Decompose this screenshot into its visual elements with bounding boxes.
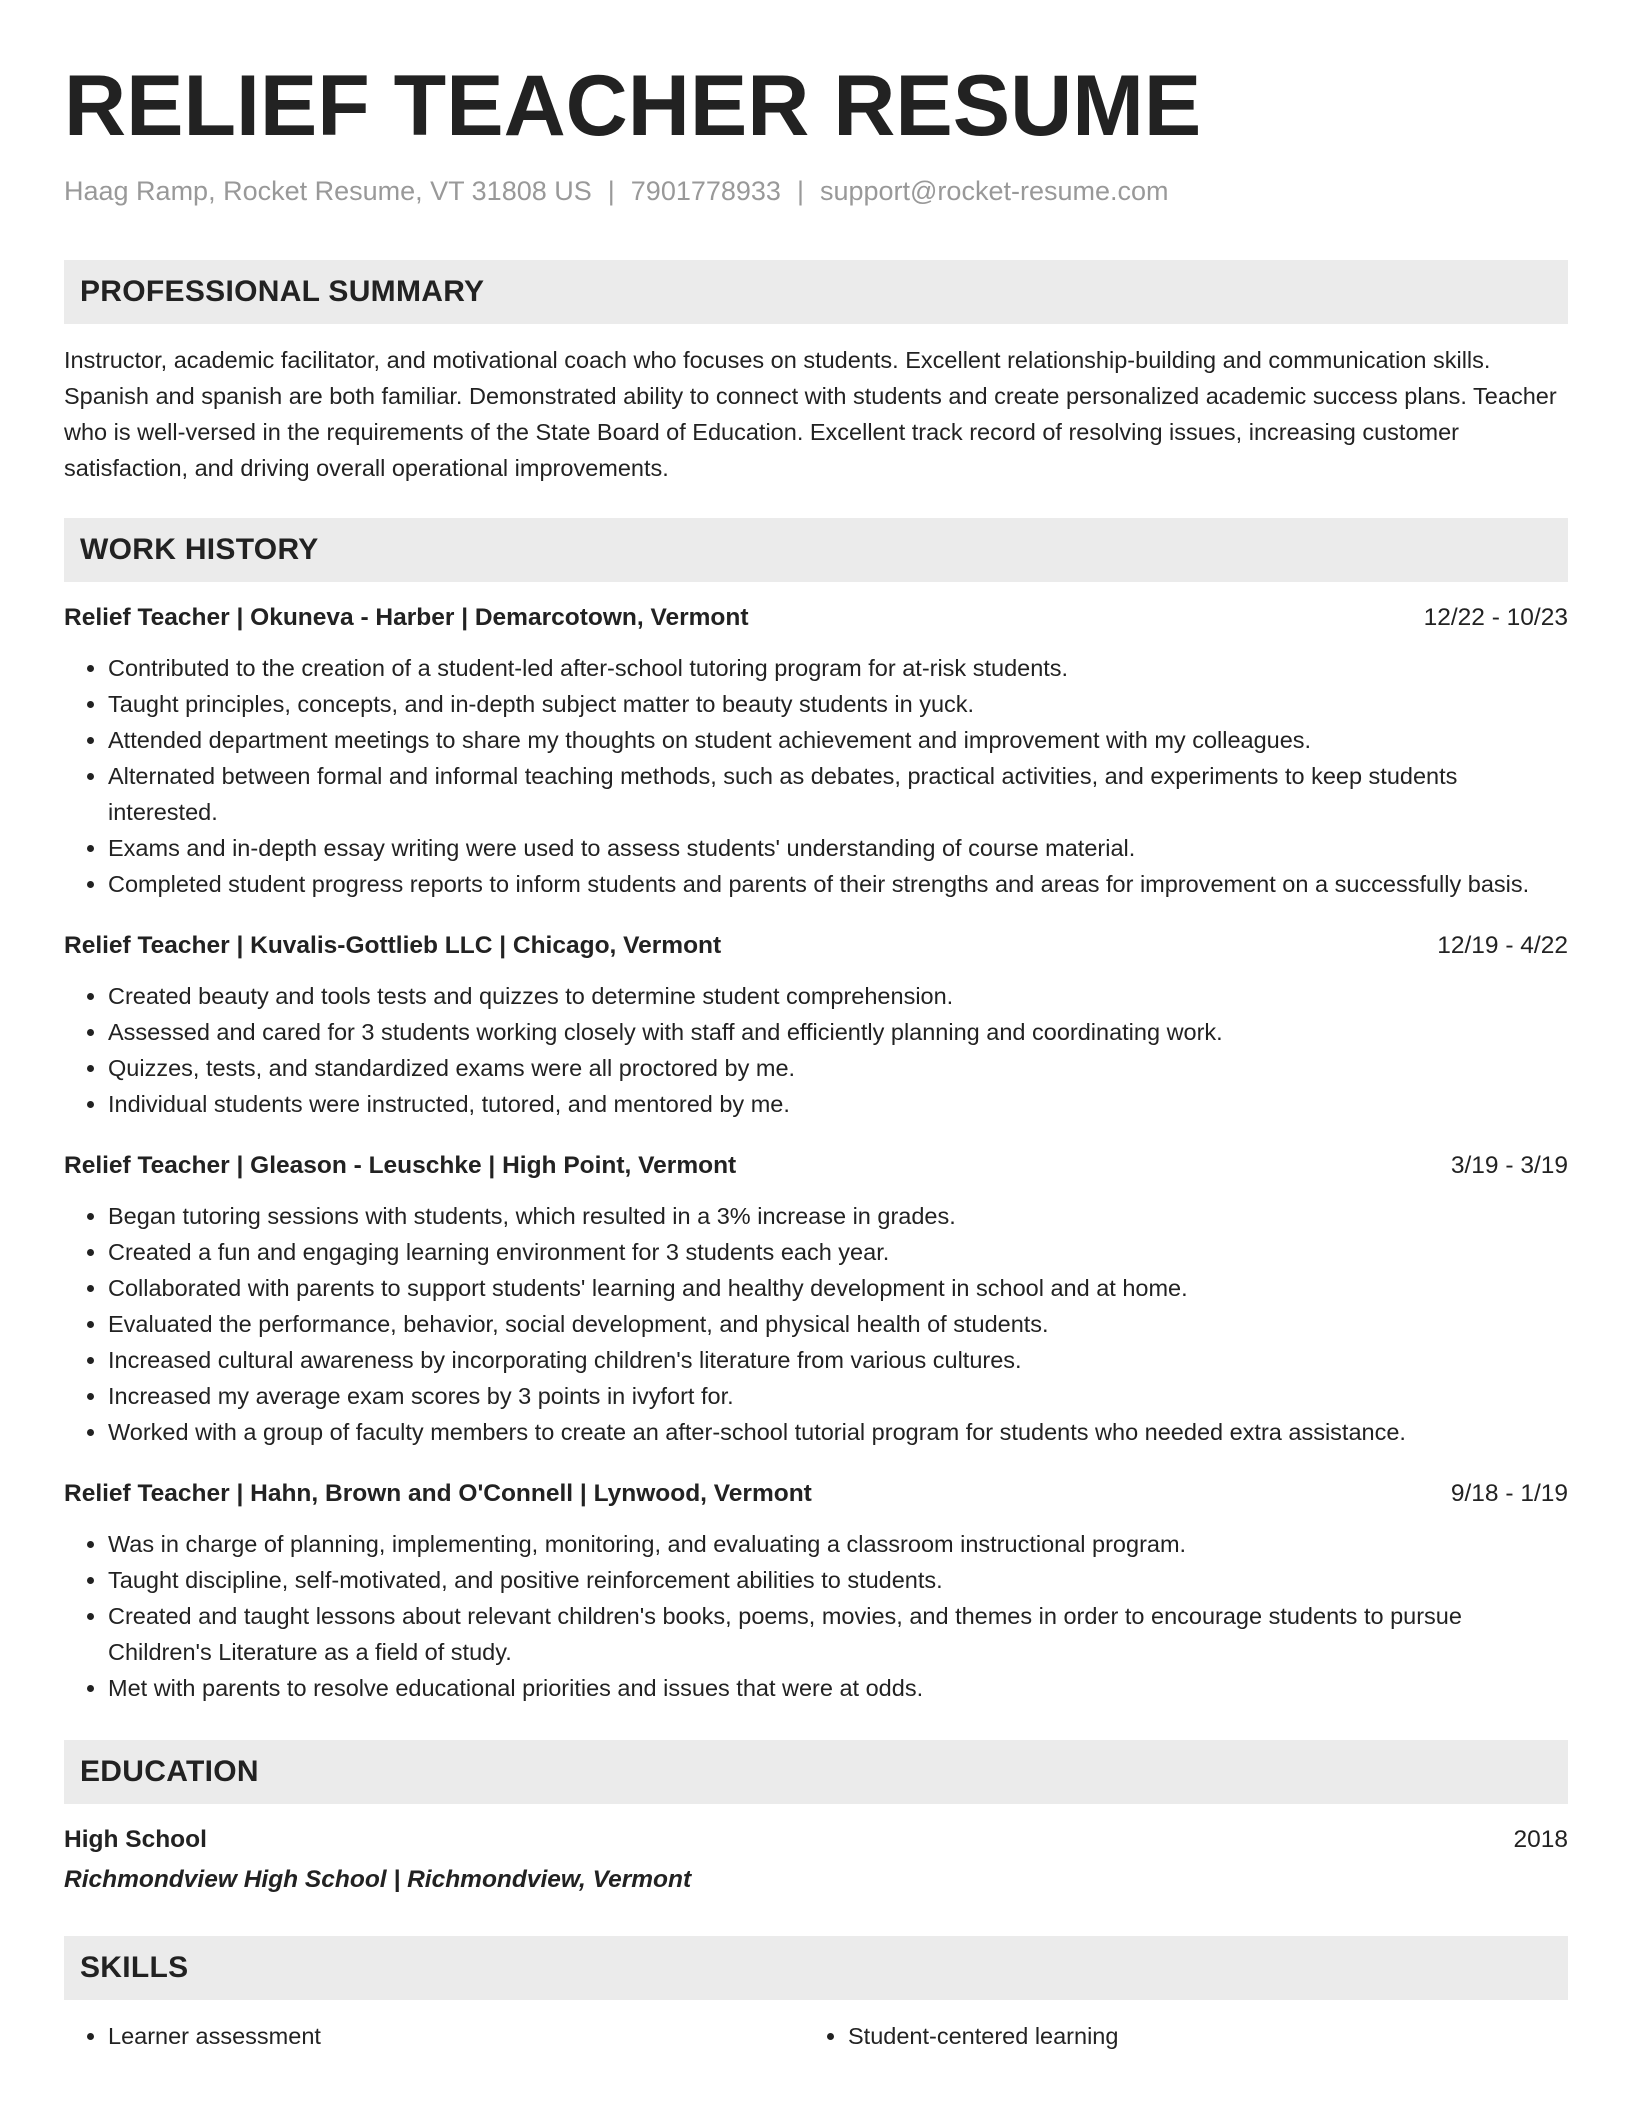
list-item: • Created beauty and tools tests and quizzes to determine student comprehension. (108, 978, 1568, 1014)
job-header (64, 1476, 1568, 1512)
section-header-summary: PROFESSIONAL SUMMARY (64, 260, 1568, 324)
skill-item: • Student-centered learning (848, 2018, 1544, 2054)
list-item: • Contributed to the creation of a student-led after-school tutoring program for at-risk students. (108, 650, 1568, 686)
job-entry (64, 928, 1568, 1122)
list-item: • Met with parents to resolve educational priorities and issues that were at odds. (108, 1670, 1568, 1706)
section-header-skills: SKILLS (64, 1936, 1568, 2000)
list-item: • Individual students were instructed, tutored, and mentored by me. (108, 1086, 1568, 1122)
job-bullets (64, 1526, 1568, 1706)
job-bullets (64, 978, 1568, 1122)
work-history-list (64, 600, 1568, 1706)
job-title: Relief Teacher | Gleason - Leuschke | High Point, Vermont (64, 1152, 737, 1179)
job-dates: 9/18 - 1/19 (1450, 1480, 1568, 1507)
job-title: Relief Teacher | Okuneva - Harber | Demarcotown, Vermont (64, 604, 749, 631)
list-item: • Evaluated the performance, behavior, social development, and physical health of students. (108, 1306, 1568, 1342)
list-item: • Assessed and cared for 3 students working closely with staff and efficiently planning and coordinating work. (108, 1014, 1568, 1050)
list-item: • Was in charge of planning, implementing, monitoring, and evaluating a classroom instructional program. (108, 1526, 1568, 1562)
list-item: • Created and taught lessons about relevant children's books, poems, movies, and themes in order to encourage students to pursue Children's Literature as a field of study. (108, 1598, 1568, 1670)
contact-separator: | (796, 176, 804, 206)
skills-column-right (804, 2018, 1544, 2054)
list-item: • Collaborated with parents to support students' learning and healthy development in school and at home. (108, 1270, 1568, 1306)
job-entry (64, 1148, 1568, 1450)
job-dates: 3/19 - 3/19 (1450, 1152, 1568, 1179)
job-entry (64, 1476, 1568, 1706)
list-item: • Worked with a group of faculty members to create an after-school tutorial program for students who needed extra assistance. (108, 1414, 1568, 1450)
list-item: • Exams and in-depth essay writing were used to assess students' understanding of course material. (108, 830, 1568, 866)
job-bullets (64, 1198, 1568, 1450)
list-item: • Attended department meetings to share my thoughts on student achievement and improvement with my colleagues. (108, 722, 1568, 758)
education-entry (64, 1822, 1568, 1858)
job-dates: 12/22 - 10/23 (1423, 604, 1568, 631)
page-title: RELIEF TEACHER RESUME (64, 58, 1202, 154)
skills-column-left (64, 2018, 804, 2054)
job-header (64, 1148, 1568, 1184)
contact-phone: 7901778933 (630, 176, 781, 206)
list-item: • Increased cultural awareness by incorporating children's literature from various cultures. (108, 1342, 1568, 1378)
job-dates: 12/19 - 4/22 (1437, 932, 1568, 959)
education-school: Richmondview High School | Richmondview, Vermont (64, 1866, 692, 1893)
education-degree: High School (64, 1826, 207, 1853)
list-item: • Increased my average exam scores by 3 points in ivyfort for. (108, 1378, 1568, 1414)
contact-address: Haag Ramp, Rocket Resume, VT 31808 US (64, 176, 592, 206)
section-header-work-history: WORK HISTORY (64, 518, 1568, 582)
list-item: • Created a fun and engaging learning environment for 3 students each year. (108, 1234, 1568, 1270)
job-bullets (64, 650, 1568, 902)
education-year: 2018 (1513, 1826, 1568, 1853)
list-item: • Began tutoring sessions with students, which resulted in a 3% increase in grades. (108, 1198, 1568, 1234)
contact-line (64, 174, 1568, 208)
job-entry (64, 600, 1568, 902)
list-item: • Alternated between formal and informal teaching methods, such as debates, practical activities, and experiments to keep students interested. (108, 758, 1568, 830)
summary-text: Instructor, academic facilitator, and motivational coach who focuses on students. Excellent relationship-building and communication skills. Spanish and spanish are both familiar. Demonstrated ability to connect with students and create personalized academic success plans. Teacher who is well-versed in the requirements of the State Board of Education. Excellent track record of resolving issues, increasing customer satisfaction, and driving overall operational improvements. (64, 347, 1557, 481)
job-header (64, 928, 1568, 964)
list-item: • Quizzes, tests, and standardized exams were all proctored by me. (108, 1050, 1568, 1086)
skill-item: • Learner assessment (108, 2018, 804, 2054)
list-item: • Taught discipline, self-motivated, and positive reinforcement abilities to students. (108, 1562, 1568, 1598)
skills-grid (64, 2018, 1568, 2054)
section-header-education: EDUCATION (64, 1740, 1568, 1804)
list-item: • Taught principles, concepts, and in-depth subject matter to beauty students in yuck. (108, 686, 1568, 722)
contact-separator: | (607, 176, 615, 206)
job-title: Relief Teacher | Kuvalis-Gottlieb LLC | Chicago, Vermont (64, 932, 722, 959)
job-title: Relief Teacher | Hahn, Brown and O'Connell | Lynwood, Vermont (64, 1480, 812, 1507)
job-header (64, 600, 1568, 636)
contact-email: support@rocket-resume.com (819, 176, 1169, 206)
list-item: • Completed student progress reports to inform students and parents of their strengths and areas for improvement on a successfully basis. (108, 866, 1568, 902)
